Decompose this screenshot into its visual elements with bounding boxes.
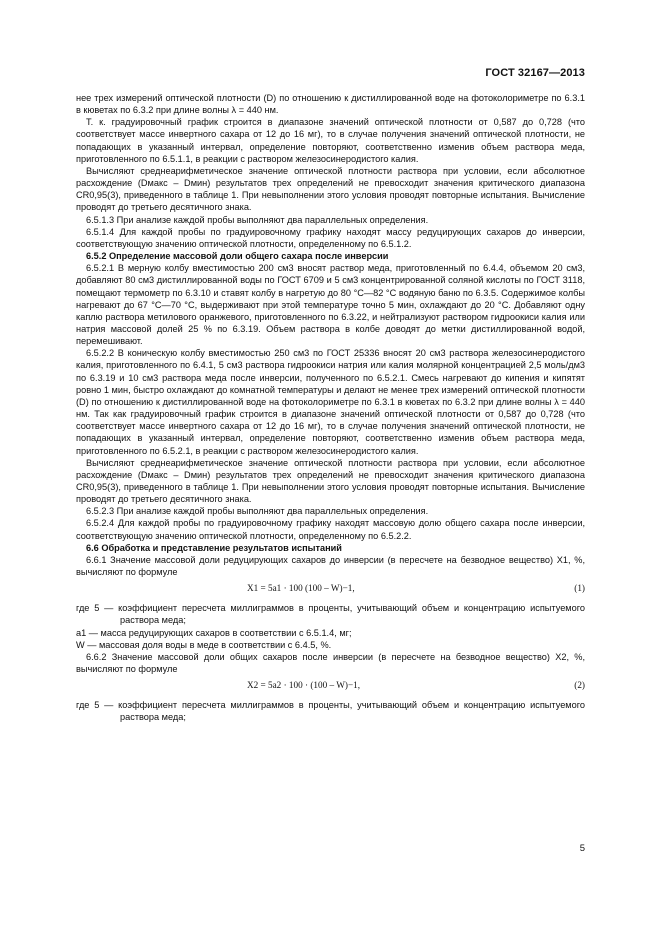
clause-6-6-2: 6.6.2 Значение массовой доли общих сахаров после инверсии (в пересчете на безводное вещество) X2, %, вычисляют по формуле xyxy=(76,651,585,675)
paragraph: Вычисляют среднеарифметическое значение оптической плотности раствора при условии, если абсолютное расхождение (Dмакс – Dмин) результатов трех определений не превосходит значения критического диапазона CR0,95(3), приведенного в таблице 1. При невыполнении этого условия проводят повторные испытания. Вычисление проводят до третьего десятичного знака. xyxy=(76,457,585,505)
formula-1-expression: X1 = 5a1 · 100 (100 – W)−1, xyxy=(247,583,355,594)
formula-1 xyxy=(76,582,585,596)
paragraph: нее трех измерений оптической плотности (D) по отношению к дистиллированной воде на фотоколориметре по 6.3.1 в кюветах по 6.3.2 при длине волны λ = 440 нм. xyxy=(76,93,585,116)
clause-6-5-2-3: 6.5.2.3 При анализе каждой пробы выполняют два параллельных определения. xyxy=(86,506,429,517)
page-number: 5 xyxy=(579,843,585,854)
paragraph: Вычисляют среднеарифметическое значение оптической плотности раствора при условии, если абсолютное расхождение (Dмакс – Dмин) результатов трех определений не превосходит значения критического диапазона CR0,95(3), приведенного в таблице 1. При невыполнении этого условия проводят повторные испытания. Вычисление проводят до третьего десятичного знака. xyxy=(76,165,585,213)
section-heading-6-5-2: 6.5.2 Определение массовой доли общего сахара после инверсии xyxy=(86,251,389,262)
clause-6-5-2-4: 6.5.2.4 Для каждой пробы по градуировочному графику находят массовую долю общего сахара после инверсии, соответствующую значению оптической плотности, определенному по 6.5.2.2. xyxy=(76,518,585,541)
formula-legend-a1: a1 — масса редуцирующих сахаров в соответствии с 6.5.1.4, мг; xyxy=(76,627,352,638)
clause-6-5-2-2: 6.5.2.2 В коническую колбу вместимостью 250 см3 по ГОСТ 25336 вносят 20 см3 раствора железосинеродистого калия, приготовленного по 6.4.1, 5 см3 раствора гидроокиси натрия или калия молярной концентрацией 2,5 моль/дм3 по 6.3.19 и 10 см3 раствора меда после инверсии, полученного по 6.5.2.1. Смесь нагревают до кипения и кипятят ровно 1 мин, быстро охлаждают до комнатной температуры и делают не менее трех измерений оптической плотности (D) по отношению к дистиллированной воде на фотоколориметре по 6.3.1 в кюветах по 6.3.2 при длине волны λ = 440 нм. Так как градуировочный график строится в диапазоне значений оптической плотности от 0,587 до 0,728 (что соответствует массе инвертного сахара от 12 до 16 мг), то в случае получения значений оптической плотности, не попадающих в указанный интервал, определение повторяют, соответственно изменив объем раствора меда, приготовленного по 6.5.2.1, в реакции с раствором железосинеродистого калия. xyxy=(76,348,585,456)
formula-1-number: (1) xyxy=(574,583,585,594)
clause-6-5-1-3: 6.5.1.3 При анализе каждой пробы выполняют два параллельных определения. xyxy=(86,214,429,225)
formula-2-number: (2) xyxy=(574,680,585,691)
formula-legend-coefficient: где 5 — коэффициент пересчета миллиграммов в проценты, учитывающий объем и концентрацию испытуемого раствора меда; xyxy=(76,700,585,723)
paragraph: Т. к. градуировочный график строится в диапазоне значений оптической плотности от 0,587 до 0,728 (что соответствует массе инвертного сахара от 12 до 16 мг), то в случае получения значений оптической плотности, не попадающих в указанный интервал, определение повторяют, соответственно изменив объем раствора меда, приготовленного по 6.5.1.1, в реакции с раствором железосинеродистого калия. xyxy=(76,117,585,164)
formula-2 xyxy=(76,679,585,693)
formula-2-expression: X2 = 5a2 · 100 · (100 – W)−1, xyxy=(247,680,361,691)
section-heading-6-6: 6.6 Обработка и представление результатов испытаний xyxy=(86,542,342,553)
clause-6-6-1: 6.6.1 Значение массовой доли редуцирующих сахаров до инверсии (в пересчете на безводное вещество) X1, %, вычисляют по формуле xyxy=(76,554,585,578)
formula-legend-coefficient: где 5 — коэффициент пересчета миллиграммов в проценты, учитывающий объем и концентрацию испытуемого раствора меда; xyxy=(76,603,585,626)
document-body xyxy=(76,92,585,724)
standard-header: ГОСТ 32167—2013 xyxy=(485,67,585,79)
clause-6-5-2-1: 6.5.2.1 В мерную колбу вместимостью 200 см3 вносят раствор меда, приготовленный по 6.4.4, объемом 20 см3, добавляют 80 см3 дистиллированной воды по ГОСТ 6709 и 5 см3 концентрированной соляной кислоты по ГОСТ 3118, помещают термометр по 6.3.10 и ставят колбу в нагретую до 80 °С—82 °С водяную баню по 6.3.5. Содержимое колбы нагревают до 67 °С—70 °С, выдерживают при этой температуре точно 5 мин, охлаждают до 20 °С. Добавляют одну каплю раствора метилового оранжевого, приготовленного по 6.3.22, и нейтрализуют раствором гидроокиси калия или натрия массовой долей 25 % по 6.3.19. Объем раствора в колбе доводят до метки дистиллированной водой, перемешивают. xyxy=(76,263,585,347)
formula-legend-w: W — массовая доля воды в меде в соответствии с 6.4.5, %. xyxy=(76,639,332,650)
clause-6-5-1-4: 6.5.1.4 Для каждой пробы по градуировочному графику находят массу редуцирующих сахаров до инверсии, соответствующую значению оптической плотности, определенному по 6.5.1.2. xyxy=(76,226,585,249)
